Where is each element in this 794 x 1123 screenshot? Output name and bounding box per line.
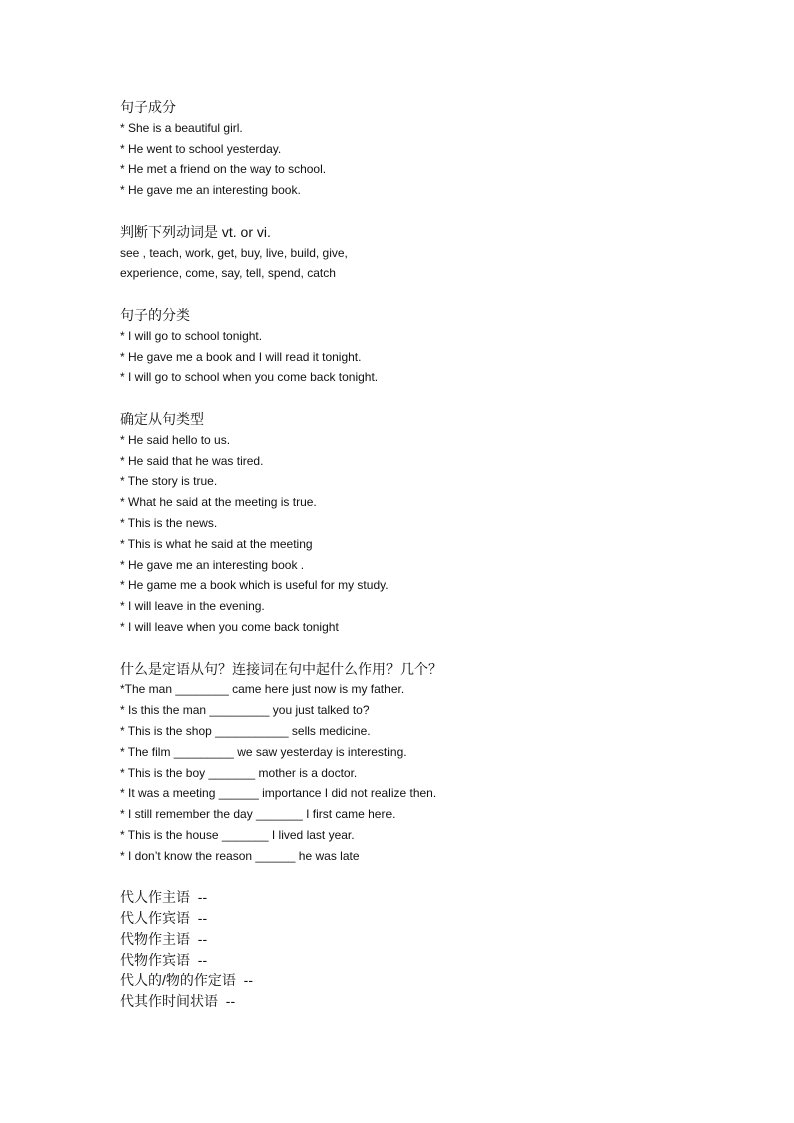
verb-list-line: see , teach, work, get, buy, live, build, give, [120, 245, 348, 260]
section-heading: 句子的分类 [120, 306, 190, 323]
example-line: * He said hello to us. [120, 432, 231, 447]
exercise-line: *The man ________ came here just now is my father. [120, 682, 405, 697]
section-clause-types [120, 409, 740, 638]
example-line: * I will leave in the evening. [120, 599, 265, 614]
verb-list-line: experience, come, say, tell, spend, catch [120, 266, 336, 281]
example-line: * He gave me a book and I will read it tonight. [120, 349, 362, 364]
exercise-line: * The film _________ we saw yesterday is interesting. [120, 744, 407, 759]
section-sentence-classification [120, 305, 740, 388]
role-line: 代人作主语 -- [120, 889, 208, 906]
example-line: * He gave me an interesting book. [120, 183, 301, 198]
example-line: * What he said at the meeting is true. [120, 495, 317, 510]
section-heading: 什么是定语从句？连接词在句中起什么作用？几个？ [120, 660, 442, 677]
example-line: * She is a beautiful girl. [120, 120, 243, 135]
exercise-line: * This is the shop ___________ sells medicine. [120, 723, 371, 738]
role-line: 代其作时间状语 -- [120, 993, 236, 1010]
role-line: 代物作宾语 -- [120, 951, 208, 968]
example-line: * I will go to school tonight. [120, 328, 263, 343]
section-heading: 判断下列动词是 vt. or vi. [120, 223, 271, 240]
document-body [120, 97, 740, 1012]
exercise-line: * It was a meeting ______ importance I did not realize then. [120, 786, 437, 801]
exercise-line: * This is the house _______ I lived last year. [120, 827, 355, 842]
example-line: * He gave me an interesting book . [120, 557, 305, 572]
exercise-line: * This is the boy _______ mother is a doctor. [120, 765, 358, 780]
exercise-line: * Is this the man _________ you just talked to? [120, 703, 370, 718]
section-heading: 句子成分 [120, 99, 176, 115]
example-line: * He game me a book which is useful for my study. [120, 578, 389, 593]
role-line: 代物作主语 -- [120, 930, 208, 947]
example-line: * I will go to school when you come back tonight. [120, 370, 379, 385]
example-line: * He went to school yesterday. [120, 141, 282, 156]
exercise-line: * I still remember the day _______ I first came here. [120, 807, 396, 822]
section-attributive-clause [120, 659, 740, 867]
section-sentence-components [120, 97, 740, 201]
role-line: 代人作宾语 -- [120, 910, 208, 927]
example-line: * The story is true. [120, 474, 218, 489]
example-line: * He met a friend on the way to school. [120, 162, 327, 177]
example-line: * This is the news. [120, 515, 218, 530]
section-verb-types [120, 222, 740, 284]
section-heading: 确定从句类型 [120, 410, 204, 427]
exercise-line: * I don’t know the reason ______ he was late [120, 848, 360, 863]
example-line: * He said that he was tired. [120, 453, 264, 468]
section-relative-pronoun-roles [120, 887, 740, 1012]
example-line: * I will leave when you come back tonight [120, 619, 339, 634]
role-line: 代人的/物的作定语 -- [120, 972, 253, 989]
example-line: * This is what he said at the meeting [120, 536, 313, 551]
